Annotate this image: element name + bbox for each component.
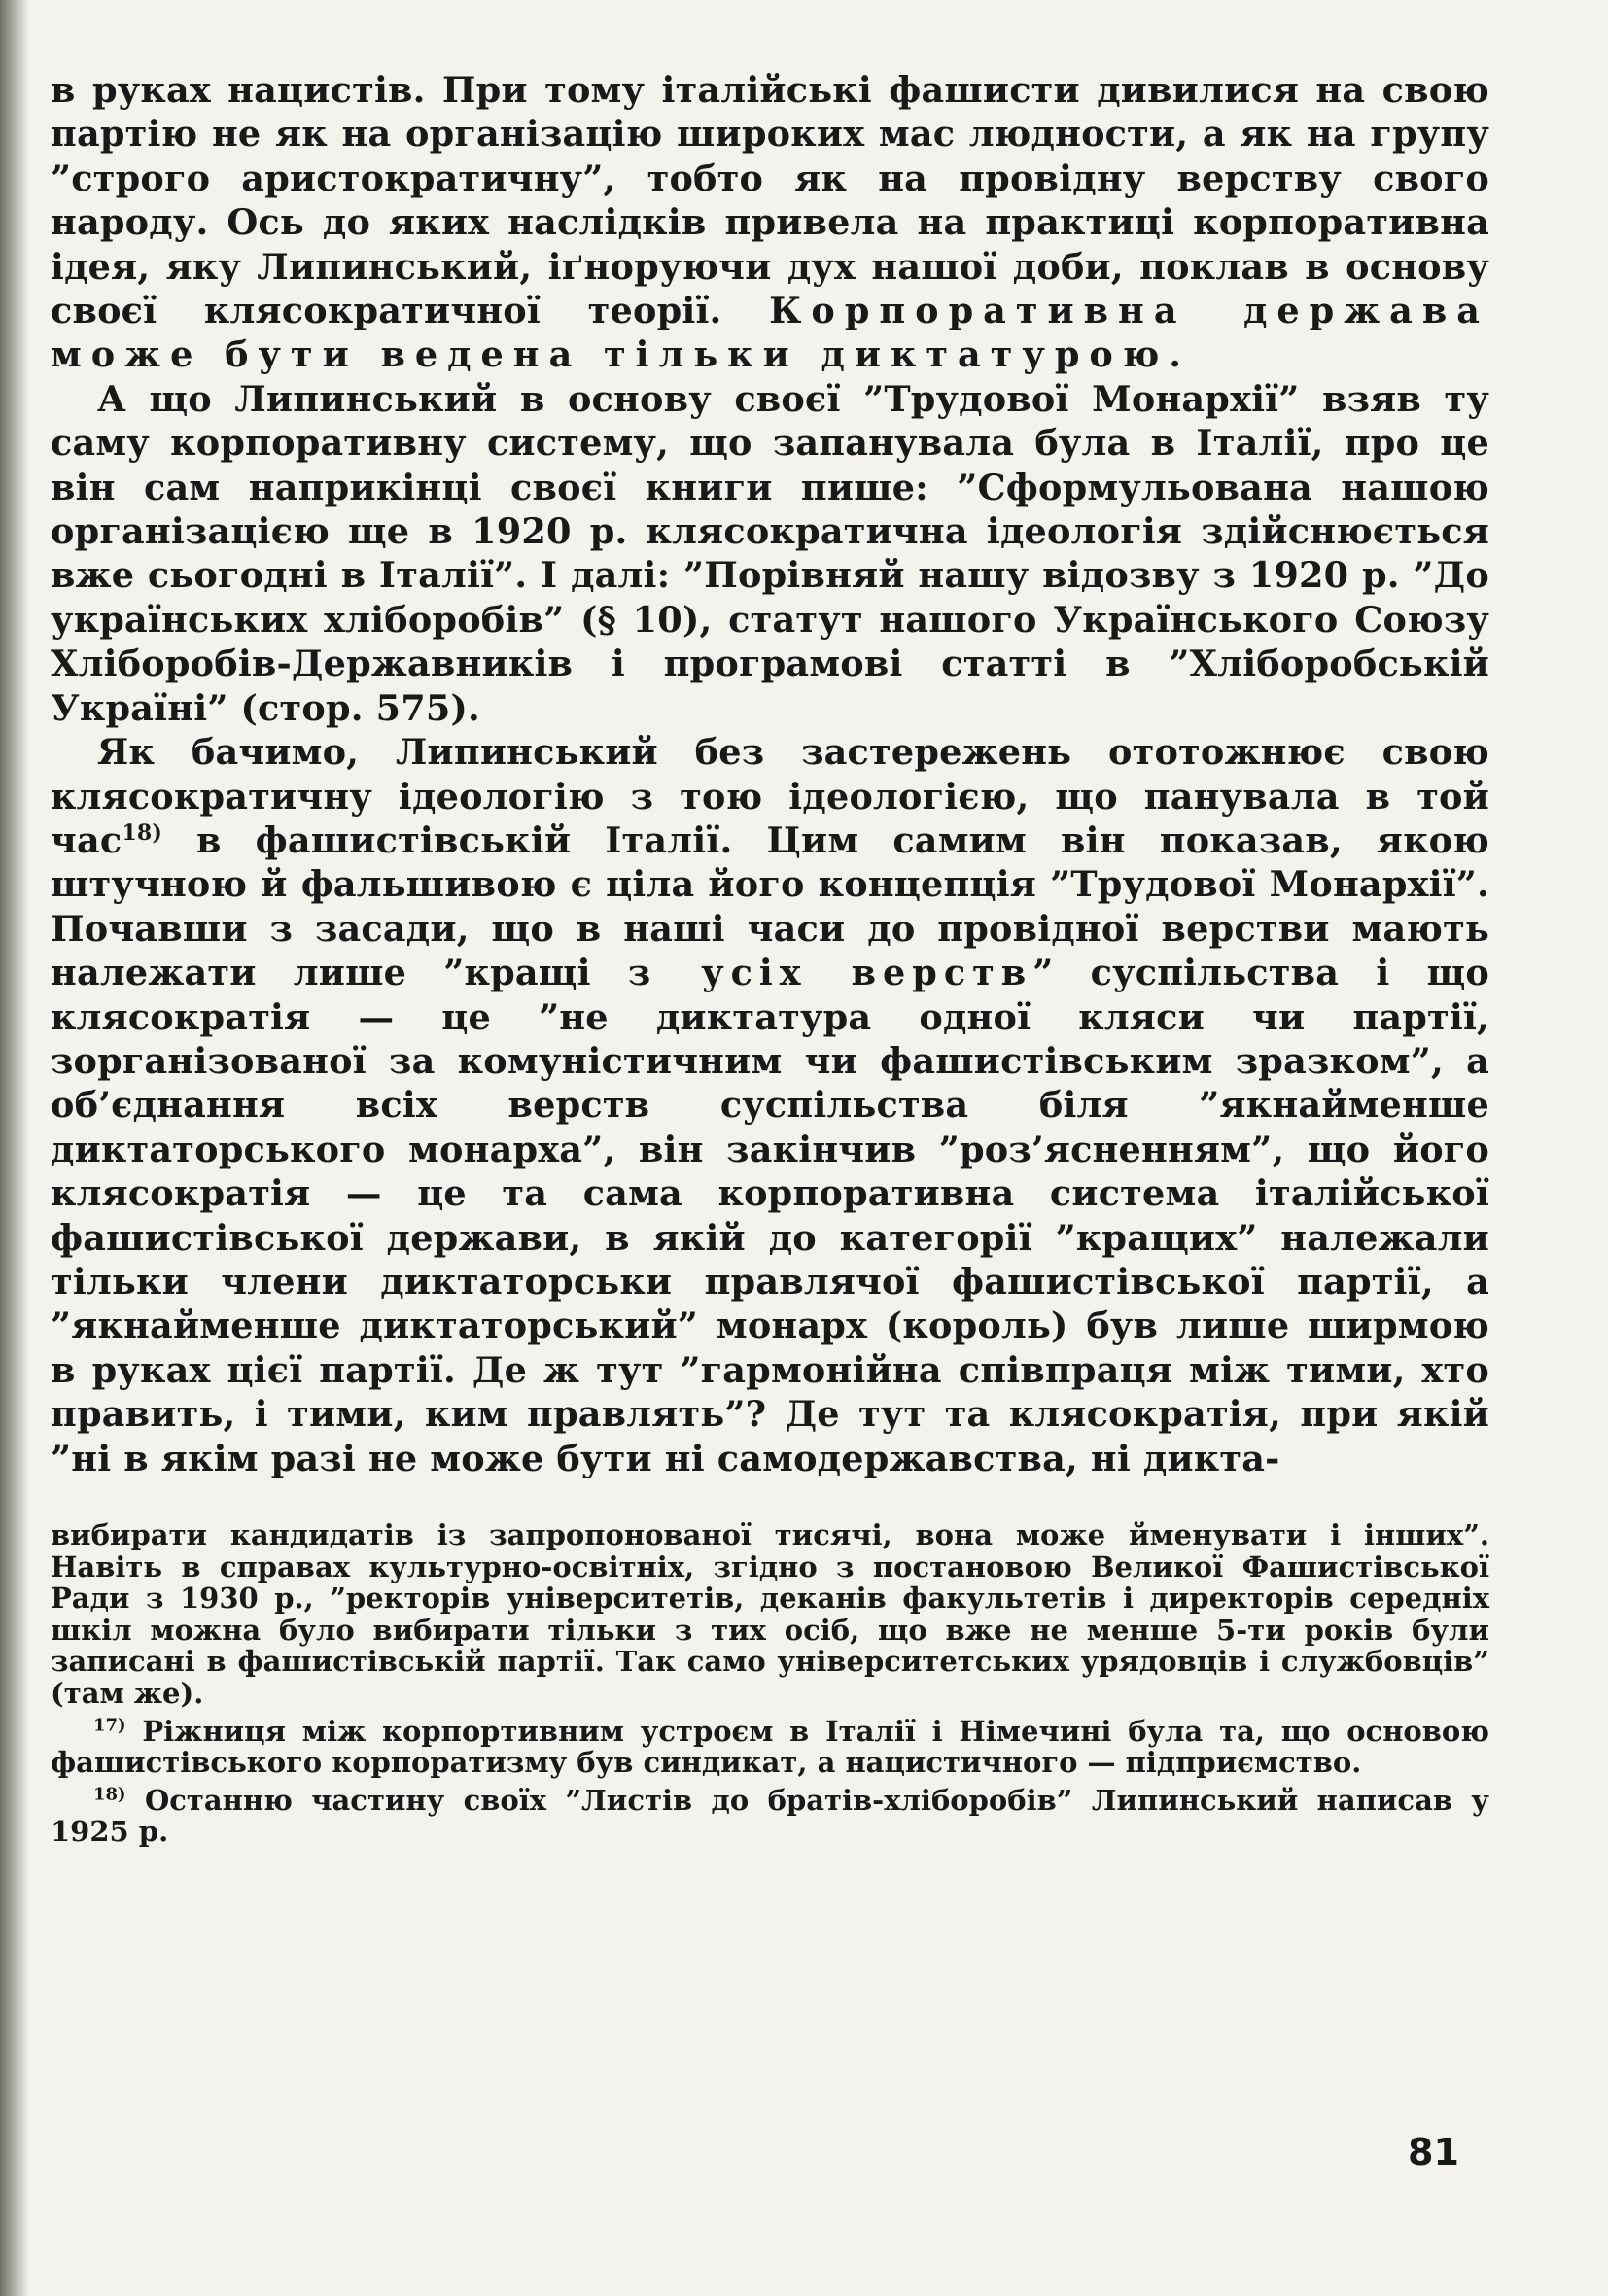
paragraph-3 xyxy=(51,730,1489,1480)
paragraph-3-text-c: ” суспільства і що клясократія — це ”не диктатура одної кляси чи партії, зорганізованої за комуністичним чи фашистівським зразком”, а об’єднання всіх верств суспільства біля ”якнайменше диктаторського монарха”, він закінчив ”роз’ясненням”, що його клясократія — це та сама корпоративна система італійської фашистівської держави, в якій до категорії ”кращих” належали тільки члени диктаторськи правлячої фашистівської партії, а ”якнайменше диктаторський” монарх (король) був лише ширмою в руках цієї партії. Де ж тут ”гармонійна співпраця між тими, хто править, і тими, ким правлять”? Де тут та клясократія, при якій ”ні в якім разі не може бути ні самодержавства, ні дикта- xyxy=(51,952,1489,1479)
paragraph-2: А що Липинський в основу своєї ”Трудової Монархії” взяв ту саму корпоративну систему, що запанувала була в Італії, про це він сам наприкінці своєї книги пише: ”Сформульована нашою організацією ще в 1920 р. клясократична ідеологія здійснюється вже сьогодні в Італії”. І далі: ”Порівняй нашу відозву з 1920 р. ”До українських хліборобів” (§ 10), статут нашого Українського Союзу Хліборобів-Державників і програмові статті в ”Хліборобській Україні” (стор. 575). xyxy=(51,377,1489,729)
footnote-17-text: Ріжниця між корпортивним устроєм в Італії і Німечині була та, що основою фашистівського корпоратизму був синдикат, а нацистичного — підприємство. xyxy=(51,1714,1489,1780)
footnote-continued: вибирати кандидатів із запропонованої тисячі, вона може йменувати і інших”. Навіть в справах культурно-освітніх, згідно з постановою Великої Фашистівської Ради з 1930 р., ”ректорів університетів, деканів факультетів і директорів середніх шкіл можна було вибирати тільки з тих осіб, що вже не менше 5-ти років були записані в фашистівській партії. Так само університетських урядовців і службовців” (там же). xyxy=(51,1518,1489,1710)
paragraph-3-emphasis: з усіх верств xyxy=(627,952,1033,994)
footnote-17 xyxy=(51,1716,1489,1779)
paragraph-3-text-a: Як бачимо, Липинський без застережень ототожнює свою клясократичну ідеологію з тою ідеологією, що панувала в той час xyxy=(51,731,1489,861)
footnote-ref-18: 18) xyxy=(122,819,162,846)
page-number: 81 xyxy=(1408,2131,1459,2174)
paragraph-1-text: в руках нацистів. При тому італійські фашисти дивилися на свою партію не як на організацію широких мас людности, а як на групу ”строго аристократичну”, тобто як на провідну верству свого народу. Ось до яких наслідків привела на практиці корпоративна ідея, яку Липинський, іґноруючи дух нашої доби, поклав в основу своєї клясократичної теорії. xyxy=(51,69,1489,332)
footnote-18-text: Останню частину своїх ”Листів до братів-хліборобів” Липинський написав у 1925 р. xyxy=(51,1783,1489,1849)
main-text xyxy=(51,68,1489,1480)
book-binding-edge xyxy=(0,0,29,2296)
footnote-18 xyxy=(51,1785,1489,1848)
footnote-18-marker: 18) xyxy=(93,1784,126,1805)
paragraph-1-emphasis: Корпоративна держава може бути ведена тільки диктатурою. xyxy=(51,290,1489,376)
page-content xyxy=(51,68,1489,1848)
paragraph-1 xyxy=(51,68,1489,377)
paragraph-3-text-b: в фашистівській Італії. Цим самим він показав, якою штучною й фальшивою є ціла його концепція ”Трудової Монархії”. Почавши з засади, що в наші часи до провідної верстви мають належати лише ”кращі xyxy=(51,818,1489,994)
footnotes xyxy=(51,1519,1489,1848)
footnote-17-marker: 17) xyxy=(93,1714,126,1735)
